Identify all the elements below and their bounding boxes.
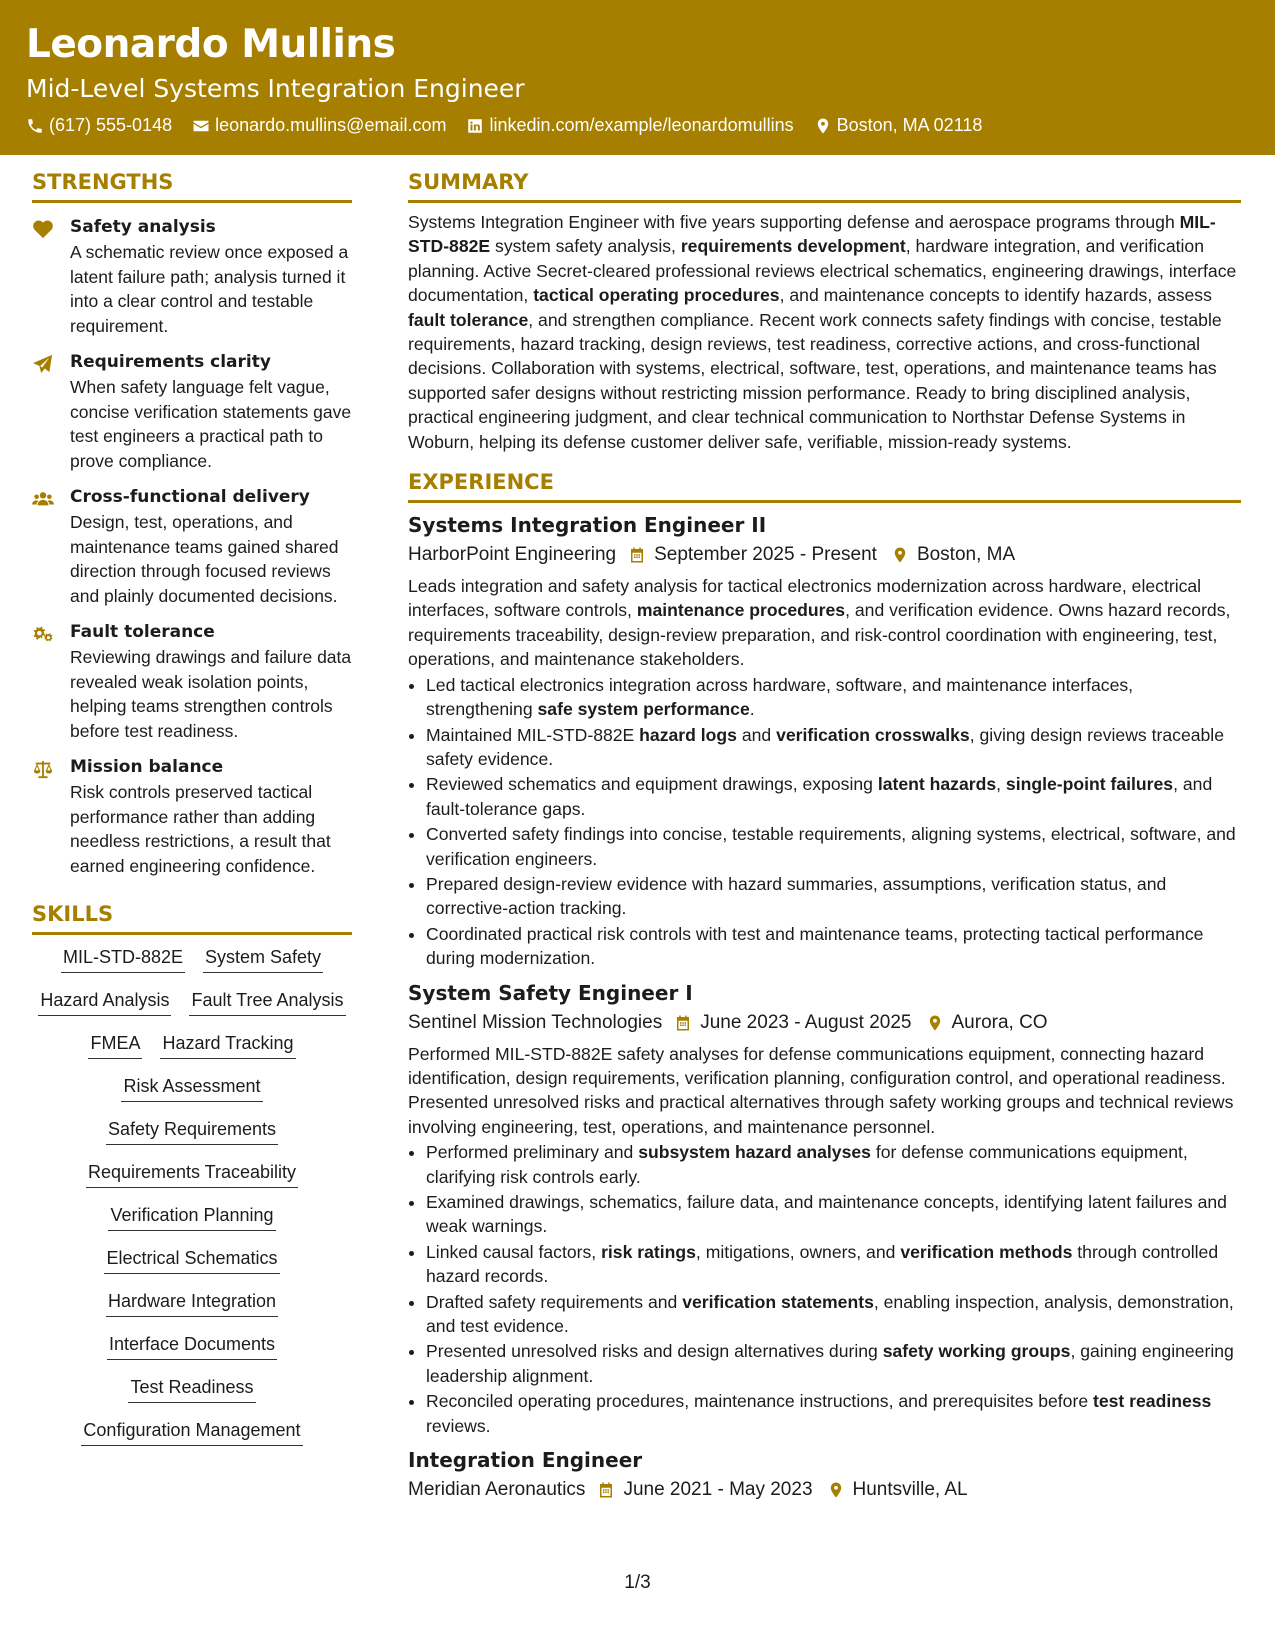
company-name: HarborPoint Engineering — [408, 544, 617, 566]
calendar-icon — [597, 1481, 615, 1499]
strengths-heading: STRENGTHS — [32, 170, 352, 203]
bold-text: MIL-STD-882E — [408, 212, 1216, 257]
text-segment: , giving design reviews traceable safety evidence. — [426, 724, 1224, 769]
bold-text: safety working groups — [882, 1341, 1071, 1362]
job-entry — [408, 981, 1241, 1439]
right-column — [408, 170, 1241, 1501]
strength-item — [32, 352, 352, 473]
job-location: Huntsville, AL — [852, 1479, 968, 1501]
text-segment: Examined drawings, schematics, failure data, and maintenance concepts, identifying latent failures and weak warnings. — [426, 1192, 1227, 1237]
map-pin-icon — [814, 117, 832, 135]
job-dates: September 2025 - Present — [654, 544, 877, 566]
strength-desc: A schematic review once exposed a latent failure path; analysis turned it into a clear control and testable requirement. — [70, 242, 349, 336]
job-meta — [408, 1012, 1241, 1034]
email-text[interactable]: leonardo.mullins@email.com — [215, 115, 447, 135]
text-segment: Leads integration and safety analysis for tactical electronics modernization across hardware, electrical interfaces, software controls, — [408, 576, 1202, 621]
resume-header — [0, 0, 1275, 155]
job-location: Boston, MA — [916, 544, 1016, 566]
text-segment: , and strengthen compliance. Recent work connects safety findings with concise, testable requirements, hazard tracking, design reviews, test readiness, corrective actions, and cross-functional decisions. Collaboration with systems, electrical, software, test, operations, and maintenance teams has supported safer designs without restricting mission performance. Ready to bring disciplined analysis, practical engineering judgment, and clear technical communication to Northstar Defense Systems in Woburn, helping its defense customer deliver safe, verifiable, mission-ready systems. — [408, 309, 1222, 452]
text-segment: , enabling inspection, analysis, demonstration, and test evidence. — [426, 1291, 1234, 1337]
bold-text: latent hazards — [877, 774, 997, 795]
text-segment: , — [996, 774, 1006, 795]
job-entry — [408, 513, 1241, 971]
bullet-item — [426, 872, 1241, 921]
text-segment: Linked causal factors, — [426, 1241, 602, 1262]
skill-tag: Safety Requirements — [106, 1119, 278, 1145]
strength-item — [32, 757, 352, 878]
strength-title: Safety analysis — [70, 217, 216, 237]
text-segment: Systems Integration Engineer with five years supporting defense and aerospace programs through — [408, 212, 1180, 232]
text-segment: , and maintenance concepts to identify hazards, assess — [779, 285, 1212, 306]
text-segment: Prepared design-review evidence with hazard summaries, assumptions, verification status, and corrective-action tracking. — [426, 873, 1167, 919]
company-name: Meridian Aeronautics — [408, 1479, 586, 1501]
left-column — [32, 170, 352, 1446]
skill-tag: Test Readiness — [128, 1377, 255, 1403]
experience-heading: EXPERIENCE — [408, 470, 1241, 503]
strength-desc: Reviewing drawings and failure data revealed weak isolation points, helping teams strengthen controls before test readiness. — [70, 647, 352, 741]
strength-item — [32, 217, 352, 338]
strength-title: Cross-functional delivery — [70, 487, 310, 507]
contact-linkedin[interactable] — [466, 115, 793, 136]
job-bullets — [408, 673, 1241, 971]
experience-list — [408, 513, 1241, 1501]
page-number: 1/3 — [624, 1572, 651, 1593]
job-description — [408, 574, 1241, 672]
bold-text: verification crosswalks — [776, 724, 970, 745]
text-segment: through controlled hazard records. — [426, 1241, 1219, 1287]
skill-tag: Risk Assessment — [121, 1076, 262, 1102]
text-segment: for defense communications equipment, clarifying risk controls early. — [426, 1142, 1188, 1187]
skill-tag: Verification Planning — [108, 1205, 275, 1231]
envelope-icon — [192, 117, 210, 135]
bullet-item — [426, 1290, 1241, 1339]
bullet-item — [426, 1240, 1241, 1289]
strength-item — [32, 622, 352, 743]
strength-title: Requirements clarity — [70, 352, 271, 372]
users-icon — [32, 489, 54, 509]
map-pin-icon — [827, 1481, 845, 1499]
text-segment: , hardware integration, and verification planning. Active Secret-cleared professional reviews electrical schematics, engineering drawings, interface documentation, — [408, 236, 1237, 306]
contact-email[interactable] — [192, 115, 446, 136]
skills-list — [32, 947, 352, 1446]
bold-text: risk ratings — [601, 1241, 696, 1262]
skill-tag: System Safety — [203, 947, 323, 973]
strength-desc: When safety language felt vague, concise verification statements gave test engineers a practical path to prove compliance. — [70, 377, 352, 471]
job-title: Integration Engineer — [408, 1448, 643, 1473]
text-segment: Performed preliminary and — [426, 1142, 639, 1163]
strength-title: Fault tolerance — [70, 622, 215, 642]
phone-icon — [26, 117, 44, 135]
bullet-item — [426, 1190, 1241, 1239]
skill-tag: Electrical Schematics — [104, 1248, 279, 1274]
text-segment: Presented unresolved risks and design alternatives during — [426, 1341, 883, 1362]
job-meta — [408, 1479, 1241, 1501]
skill-tag: Hazard Analysis — [38, 990, 171, 1016]
bullet-item — [426, 822, 1241, 871]
job-bullets — [408, 1140, 1241, 1438]
calendar-icon — [674, 1014, 692, 1032]
bullet-item — [426, 1140, 1241, 1189]
bold-text: safe system performance — [537, 699, 750, 720]
text-segment: Reviewed schematics and equipment drawings, exposing — [426, 774, 878, 795]
job-meta — [408, 544, 1241, 566]
strength-item — [32, 487, 352, 608]
text-segment: and — [736, 724, 777, 745]
skill-tag: Configuration Management — [81, 1420, 302, 1446]
text-segment: Maintained MIL-STD-882E — [426, 724, 640, 745]
company-name: Sentinel Mission Technologies — [408, 1011, 663, 1033]
text-segment: . — [749, 699, 755, 720]
bold-text: maintenance procedures — [636, 600, 846, 621]
text-segment: , and fault-tolerance gaps. — [426, 774, 1213, 819]
bullet-item — [426, 922, 1241, 971]
skill-tag: MIL-STD-882E — [61, 947, 185, 973]
summary-text — [408, 210, 1241, 454]
phone-text: (617) 555-0148 — [49, 115, 173, 135]
strength-desc: Risk controls preserved tactical performance rather than adding needless restrictions, a result that earned engineering confidence. — [70, 782, 331, 876]
contact-bar — [26, 115, 982, 136]
skill-tag: Requirements Traceability — [86, 1162, 298, 1188]
skill-tag: FMEA — [88, 1033, 142, 1059]
bullet-item — [426, 1339, 1241, 1388]
contact-phone — [26, 115, 172, 136]
candidate-name: Leonardo Mullins — [26, 22, 396, 67]
bullet-item — [426, 673, 1241, 722]
job-title: System Safety Engineer I — [408, 980, 693, 1005]
text-segment: Performed MIL-STD-882E safety analyses for defense communications equipment, connecting hazard identification, design requirements, verification planning, configuration control, and operational readiness. Presented unresolved risks and practical alternatives through safety working groups and technical reviews involving engineering, test, operations, and maintenance personnel. — [408, 1043, 1234, 1137]
calendar-icon — [628, 546, 646, 564]
bold-text: tactical operating procedures — [533, 285, 780, 306]
text-segment: system safety analysis, — [490, 236, 681, 257]
gears-icon — [32, 624, 54, 644]
bold-text: fault tolerance — [408, 309, 529, 330]
bold-text: verification methods — [900, 1241, 1073, 1262]
candidate-role: Mid-Level Systems Integration Engineer — [26, 74, 525, 103]
strength-title: Mission balance — [70, 757, 224, 777]
job-title: Systems Integration Engineer II — [408, 513, 767, 538]
job-dates: June 2023 - August 2025 — [700, 1011, 912, 1033]
scale-icon — [32, 759, 54, 779]
bold-text: test readiness — [1093, 1391, 1212, 1412]
text-segment: , and verification evidence. Owns hazard records, requirements traceability, design-review preparation, and risk-control coordination with engineering, test, operations, and maintenance stakeholders. — [408, 600, 1231, 670]
strength-desc: Design, test, operations, and maintenance teams gained shared direction through focused reviews and plainly documented decisions. — [70, 512, 339, 606]
text-segment: Coordinated practical risk controls with test and maintenance teams, protecting tactical performance during modernization. — [426, 923, 1204, 969]
job-description — [408, 1042, 1241, 1140]
bold-text: single-point failures — [1005, 774, 1174, 795]
skill-tag: Interface Documents — [107, 1334, 277, 1360]
text-segment: Drafted safety requirements and — [426, 1291, 683, 1312]
text-segment: Reconciled operating procedures, maintenance instructions, and prerequisites before — [426, 1391, 1093, 1412]
linkedin-icon — [466, 117, 484, 135]
contact-location — [814, 115, 983, 136]
location-text: Boston, MA 02118 — [836, 115, 983, 135]
skills-heading: SKILLS — [32, 902, 352, 935]
text-segment: , mitigations, owners, and — [695, 1241, 901, 1262]
job-entry — [408, 1448, 1241, 1501]
job-location: Aurora, CO — [951, 1011, 1048, 1033]
job-dates: June 2021 - May 2023 — [623, 1479, 813, 1501]
bullet-item — [426, 723, 1241, 772]
map-pin-icon — [926, 1014, 944, 1032]
bullet-item — [426, 772, 1241, 821]
paper-plane-icon — [32, 354, 54, 374]
heart-icon — [32, 219, 54, 239]
text-segment: , gaining engineering leadership alignment. — [426, 1341, 1234, 1386]
bold-text: hazard logs — [639, 724, 737, 745]
bold-text: requirements development — [680, 236, 906, 257]
map-pin-icon — [891, 546, 909, 564]
bullet-item — [426, 1389, 1241, 1438]
text-segment: reviews. — [426, 1415, 491, 1436]
skill-tag: Fault Tree Analysis — [189, 990, 345, 1016]
bold-text: verification statements — [682, 1291, 874, 1312]
skill-tag: Hardware Integration — [106, 1291, 278, 1317]
text-segment: Led tactical electronics integration across hardware, software, and maintenance interfaces, strengthening — [426, 674, 1134, 720]
text-segment: Converted safety findings into concise, testable requirements, aligning systems, electrical, software, and verification engineers. — [426, 824, 1236, 869]
bold-text: subsystem hazard analyses — [638, 1142, 871, 1163]
linkedin-text[interactable]: linkedin.com/example/leonardomullins — [489, 115, 794, 135]
skill-tag: Hazard Tracking — [160, 1033, 295, 1059]
summary-heading: SUMMARY — [408, 170, 1241, 203]
